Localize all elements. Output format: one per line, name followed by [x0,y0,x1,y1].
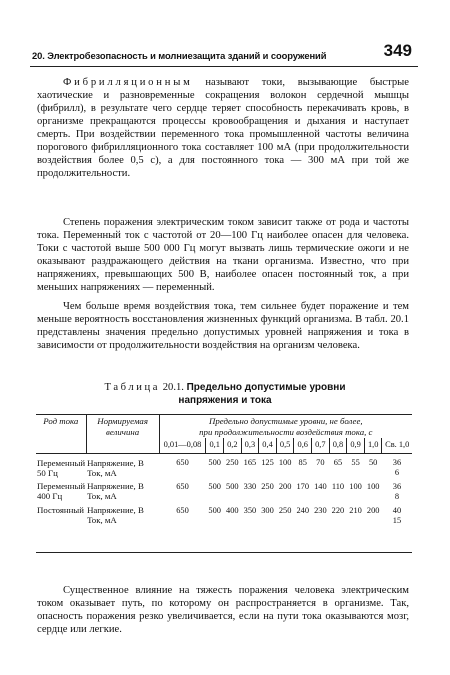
quantity-cell [86,504,159,528]
value-cell [159,480,206,504]
value-cell [159,504,206,528]
duration-header: 0,1 [206,438,224,453]
value-cell [364,480,382,504]
header-group-line-1: Предельно допустимые уровни, не более, [209,416,363,426]
voltage-value: 170 [296,481,310,491]
value-cell [224,453,242,480]
voltage-value: 250 [278,505,292,515]
value-cell [206,480,224,504]
quantity-cell [86,480,159,504]
duration-header: 0,2 [224,438,242,453]
voltage-value: 110 [331,481,345,491]
voltage-value: 85 [298,457,307,467]
header-group-line-2: при продолжительности воздействия тока, с [199,426,373,437]
voltage-value: 200 [366,505,380,515]
voltage-value: 36 [392,457,402,467]
value-cell [347,504,365,528]
current-type-cell: Переменный 50 Гц [37,457,86,478]
value-cell [329,453,347,480]
voltage-label: Напряжение, В [87,457,144,468]
duration-header: 0,01—0,08 [159,438,206,453]
voltage-value: 50 [368,457,378,467]
voltage-label: Напряжение, В [87,480,144,491]
voltage-value: 650 [176,505,189,515]
current-label: Ток, мА [87,515,117,525]
value-cell [259,480,277,504]
chapter-title: 20. Электробезопасность и молниезащита зданий и сооружений [32,50,327,61]
running-header [30,41,418,67]
value-cell [259,453,277,480]
limits-table [36,414,412,528]
header-current-type: Род тока [36,415,86,454]
table-row [36,504,412,528]
current-value: 8 [394,492,400,501]
voltage-value: 70 [316,457,325,467]
value-cell [259,504,277,528]
voltage-value: 250 [226,457,239,467]
table-bottom-rule [36,552,412,553]
voltage-value: 36 [392,481,402,491]
value-cell [312,453,330,480]
value-cell [241,453,259,480]
table-caption-number: 20.1. [162,382,184,393]
paragraph-1-text: называют токи, вызывающие быстрые хаотические и разновременные сокращения волокон сердечной мышцы (фибрилл), в результате чего сердце теряет способность перекачивать кровь, в организме прекращаются процессы кровообращения и дыхания и наступает смерть. При воздействии переменного тока промышленной частоты величина порогового фибрилляционного тока составляет 100 мА (при продолжительности воздействия более 0,5 с), а для постоянного тока — 300 мА при той же продолжительности. [37,77,409,179]
current-type-cell: Постоянный [37,504,84,515]
current-label: Ток, мА [87,468,117,478]
current-value: 15 [392,516,402,525]
value-cell [241,480,259,504]
header-normalized-value: Нормируемая величина [86,415,159,454]
value-cell [294,504,312,528]
voltage-value: 140 [314,481,327,491]
value-cell [276,453,294,480]
term-fibrillation: Фибрилляционным [63,77,193,88]
voltage-value: 300 [261,505,274,515]
value-cell [382,453,412,480]
current-value: 6 [394,468,400,477]
value-cell [347,453,365,480]
table-caption-label: Таблица [104,382,161,393]
duration-header: 0,8 [329,438,347,453]
table-caption-title-1: Предельно допустимые уровни [186,382,346,393]
table-row [36,453,412,480]
value-cell [276,504,294,528]
value-cell [159,453,206,480]
duration-header: 0,6 [294,438,312,453]
voltage-value: 240 [296,505,310,515]
table-caption [0,381,450,407]
voltage-value: 100 [278,457,292,467]
voltage-value: 650 [176,481,189,491]
current-label: Ток, мА [87,491,117,501]
voltage-value: 500 [208,481,221,491]
current-type-cell: Переменный 400 Гц [37,480,86,501]
voltage-value: 55 [351,457,360,467]
value-cell [347,480,365,504]
duration-header: 0,3 [241,438,259,453]
table-body [36,453,412,528]
duration-header: 0,5 [276,438,294,453]
value-cell [241,504,259,528]
voltage-value: 500 [208,505,221,515]
voltage-value: 100 [349,481,362,491]
voltage-value: 125 [261,457,274,467]
voltage-value: 350 [243,505,257,515]
paragraph-current-type: Степень поражения электрическим током зависит также от рода и частоты тока. Переменный ток с частотой от 20—100 Гц наиболее опасен для человека. Токи с частотой выше 500 000 Гц могут вызвать лишь термические ожоги и не оказывают раздражающего действия на ткани организма. Известно, что при напряжениях, превышающих 500 В, наиболее опасен постоянный ток, а при меньших напряжениях — переменный. [37,217,409,293]
page-number: 349 [383,41,412,60]
duration-header: 0,7 [312,438,330,453]
value-cell [276,480,294,504]
voltage-value: 165 [243,457,257,467]
value-cell [294,453,312,480]
voltage-value: 230 [314,505,327,515]
value-cell [312,504,330,528]
voltage-value: 500 [208,457,221,467]
paragraph-fibrillation [37,76,409,180]
voltage-value: 330 [243,481,257,491]
value-cell [329,504,347,528]
voltage-value: 250 [261,481,274,491]
value-cell [206,504,224,528]
value-cell [294,480,312,504]
value-cell [224,504,242,528]
voltage-value: 100 [366,481,380,491]
value-cell [329,480,347,504]
value-cell [382,480,412,504]
table-row [36,480,412,504]
voltage-value: 650 [176,457,189,467]
duration-header: 1,0 [364,438,382,453]
voltage-value: 210 [349,505,362,515]
voltage-value: 400 [226,505,239,515]
voltage-value: 200 [278,481,292,491]
voltage-value: 65 [333,457,343,467]
value-cell [364,504,382,528]
voltage-value: 40 [392,505,402,515]
duration-header: 0,4 [259,438,277,453]
duration-header: Св. 1,0 [382,438,412,453]
paragraph-exposure-time: Чем больше время воздействия тока, тем сильнее будет поражение и тем меньше вероятность восстановления жизненных функций организма. В табл. 20.1 представлены значения предельно допустимых уровней напряжения и тока в зависимости от продолжительности воздействия на организм человека. [37,301,409,351]
value-cell [224,480,242,504]
quantity-cell [86,453,159,480]
value-cell [206,453,224,480]
voltage-value: 220 [331,505,345,515]
table-caption-title-2: напряжения и тока [178,395,272,406]
voltage-label: Напряжение, В [87,504,144,515]
value-cell [382,504,412,528]
duration-header: 0,9 [347,438,365,453]
value-cell [364,453,382,480]
header-duration-group [159,415,412,439]
voltage-value: 500 [226,481,239,491]
paragraph-current-path: Существенное влияние на тяжесть поражения человека электрическим током оказывает путь, по которому он распространяется в организме. Так, опасность поражения резко увеличивается, если на пути тока оказываются мозг, сердце или легкие. [37,585,409,635]
value-cell [312,480,330,504]
